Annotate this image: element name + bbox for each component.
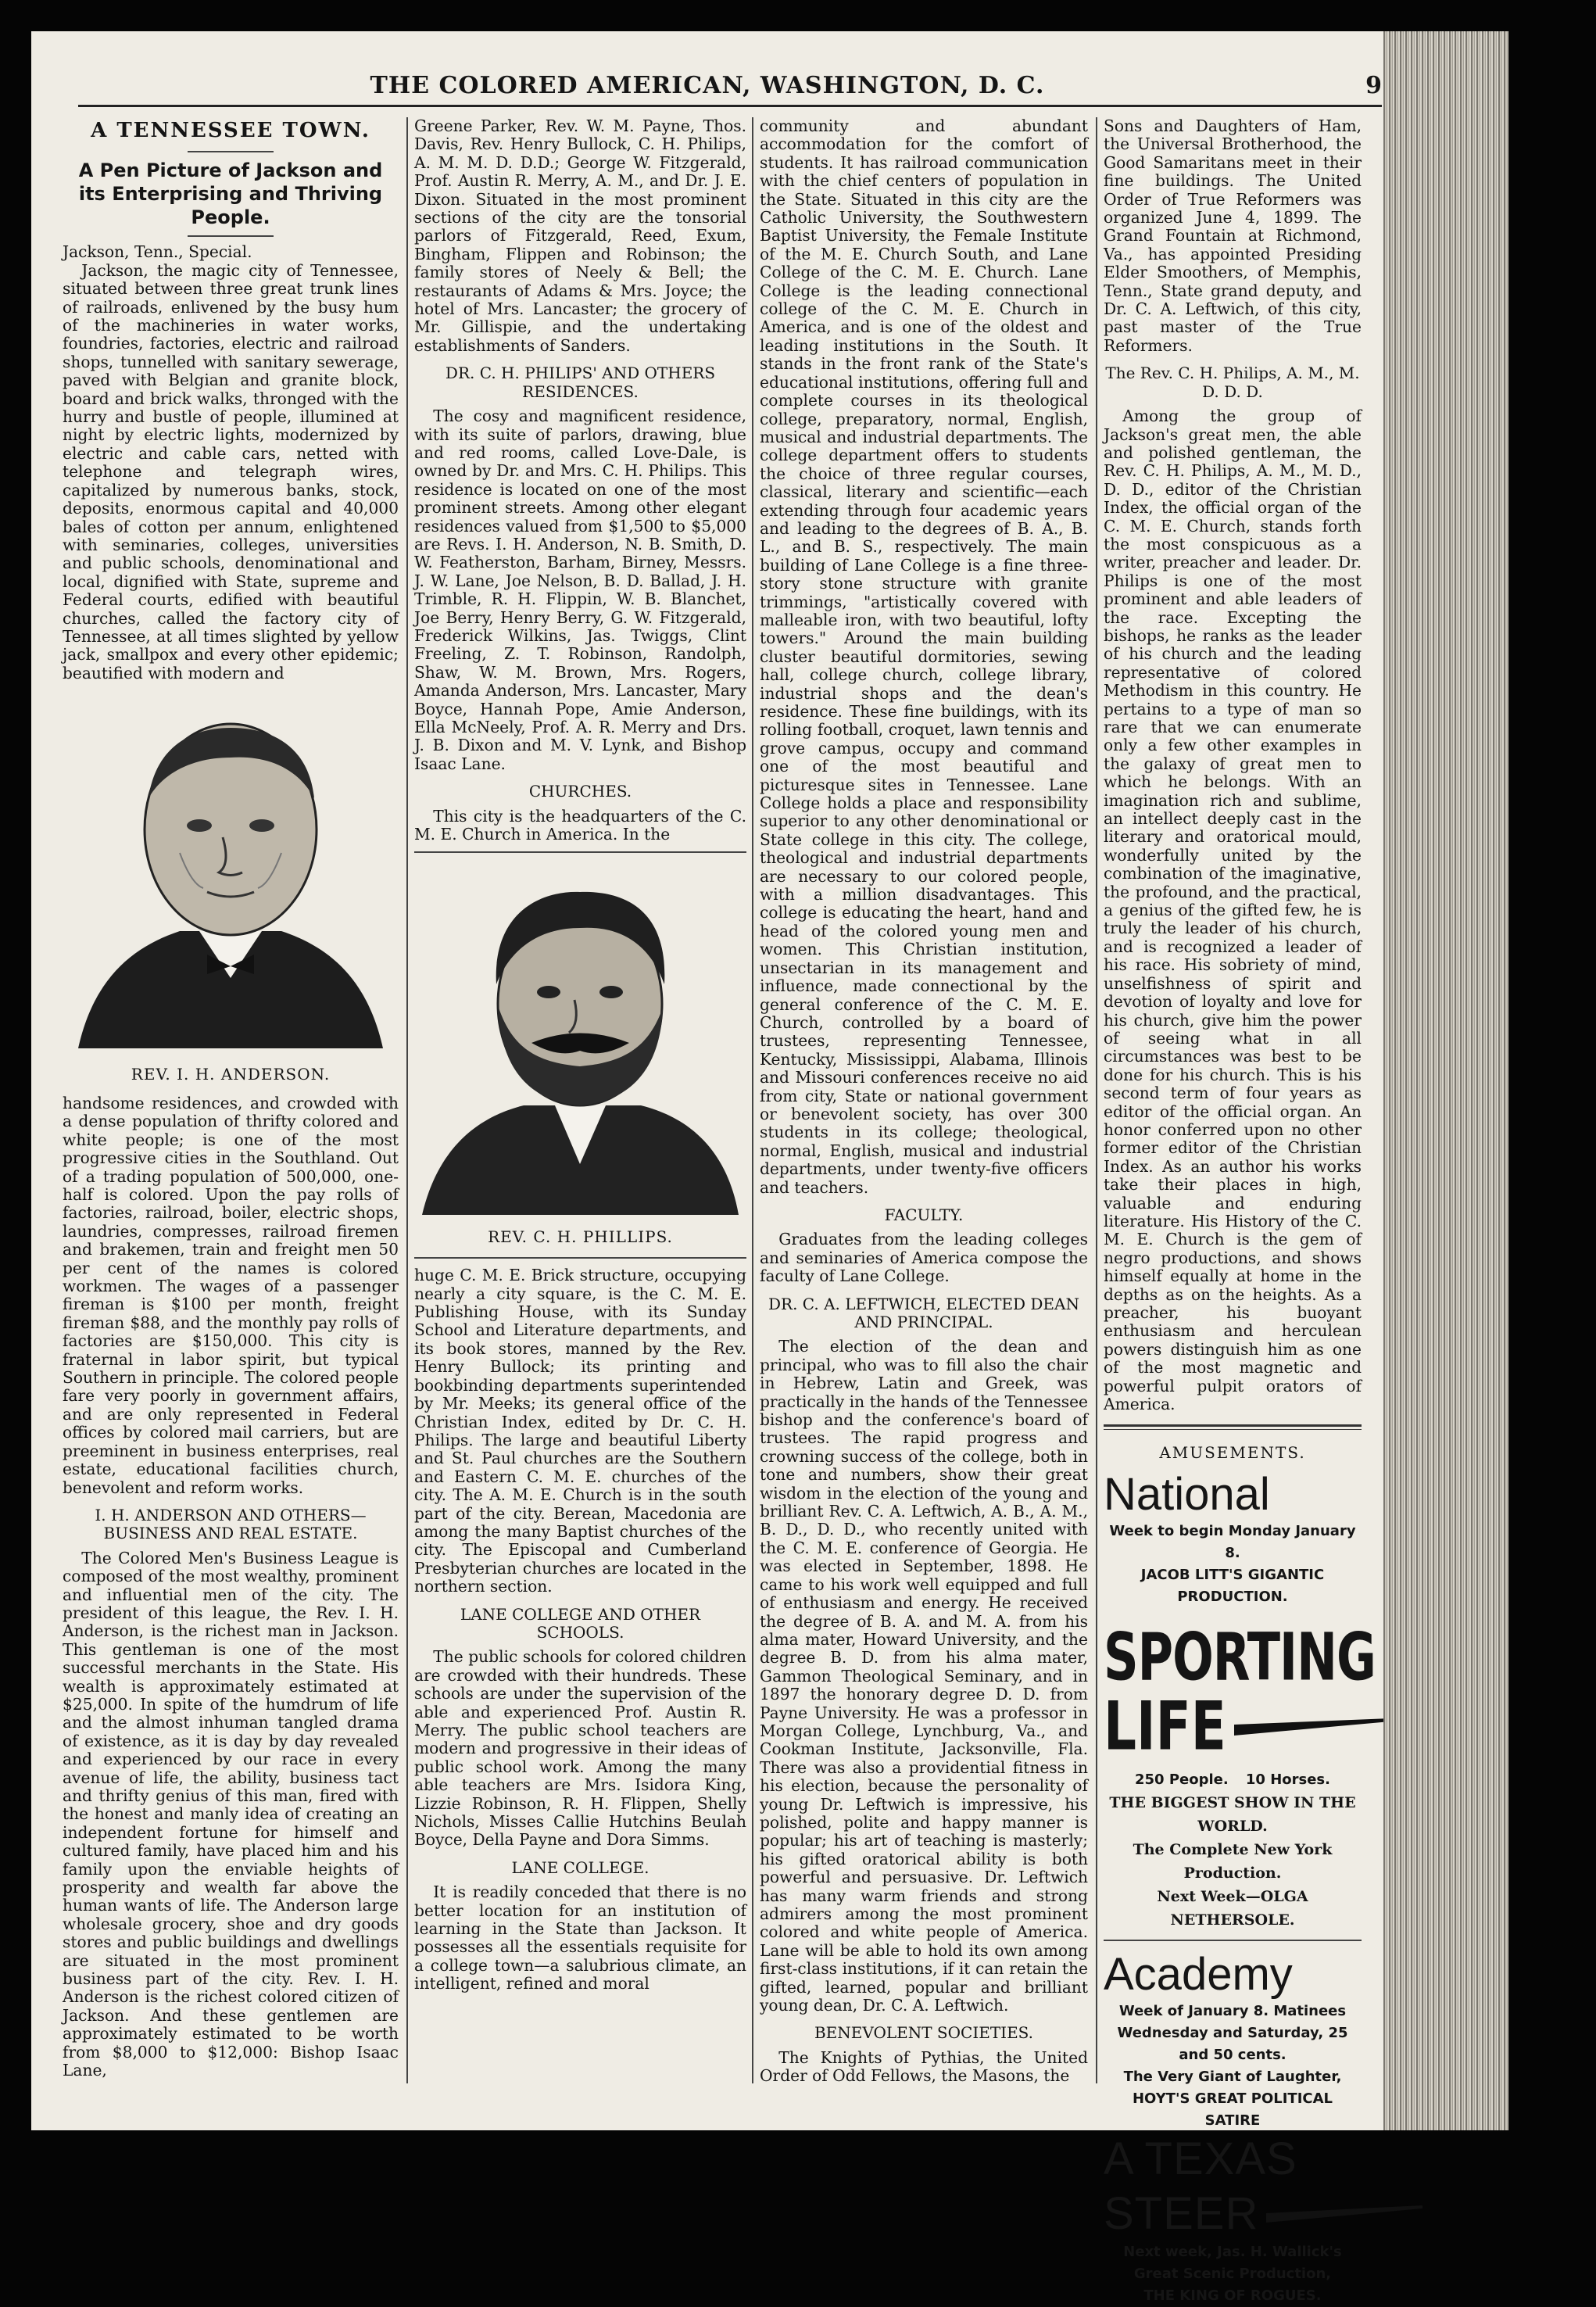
section-heading: CHURCHES. xyxy=(528,782,632,801)
pointer-icon xyxy=(1266,2205,1422,2223)
academy-theatre-name: Academy xyxy=(1104,1948,1293,2000)
divider xyxy=(414,1257,746,1259)
life-title: LIFE xyxy=(1104,1687,1226,1766)
king-of-rogues: THE KING OF ROGUES. xyxy=(1143,2287,1322,2304)
column-1 xyxy=(63,117,399,2099)
next-week-national: Next Week—OLGA NETHERSOLE. xyxy=(1157,1887,1308,1929)
section-heading: BENEVOLENT SOCIETIES. xyxy=(814,2023,1034,2043)
dateline: Jackson, Tenn., Special. xyxy=(63,242,252,262)
section-heading: LANE COLLEGE. xyxy=(511,1857,649,1877)
column-4 xyxy=(1104,116,1376,2304)
academy-tagline: The Very Giant of Laughter, xyxy=(1123,2068,1342,2085)
page-edge xyxy=(1383,31,1508,2130)
texas-title: A TEXAS xyxy=(1104,2133,1297,2184)
paragraph: Among the group of Jackson's great men, the able and polished gentleman, the Rev. C. H. Philips, A. M., M. D., D. D., editor of the Christian Index, the official organ of the C. M. E. Church, stands forth the most conspicuous as a writer, preacher and leader. Dr. Philips is one of the most prominent and able leaders of the race. Excepting the bishops, he ranks as the leader of his church and the leading representative of colored Methodism in this country. He pertains to a type of man so rare that we can enumerate only a few other examples in the galaxy of great men to which he belongs. With an imagination rich and sublime, an intellect deeply cast in the literary and oratorical mould, wonderfully united by the combination of the imaginative, the profound, and the practical, a genius of the gifted few, he is truly the leader of his church, and is recognized a leader of his race. His sobriety of mind, unselfishness of spirit and devotion of loyalty and love for his church, give him the power of seeing what in all circumstances was best to be done for his church. This is his second term of four years as editor of the official organ. An honor conferred upon no other former editor of the Christian Index. As an author his works take their places in high, valuable and enduring literature. His History of the C. M. E. Church is the gem of negro productions, and shows himself equally at home in the depths as on the heights. As a preacher, his buoyant enthusiasm and herculean powers distinguish him as one of the most magnetic and powerful pulpit orators of America. xyxy=(1104,407,1362,1414)
divider xyxy=(1104,1940,1362,1941)
portrait-caption: REV. I. H. ANDERSON. xyxy=(131,1064,331,1084)
amusements-heading: AMUSEMENTS. xyxy=(1159,1443,1306,1463)
sporting-title: SPORTING xyxy=(1104,1618,1376,1696)
national-production: JACOB LITT'S GIGANTIC PRODUCTION. xyxy=(1140,1566,1325,1605)
complete-production: The Complete New York Production. xyxy=(1133,1840,1333,1882)
amusements-section xyxy=(1104,1443,1376,2306)
double-rule xyxy=(1104,1424,1362,1430)
newspaper-page xyxy=(31,31,1383,2304)
paragraph: handsome residences, and crowded with a dense population of thrifty colored and white people; is one of the most progressive cities in the Southland. Out of a trading population of 500,000, one-half is colored. Upon the pay rolls of factories, railroad, boiler, electric shops, laundries, compresses, railroad firemen and brakemen, train and freight men 50 per cent of the names is colored workmen. The wages of a passenger fireman is $100 per month, freight fireman $88, and the monthly pay rolls of factories are $150,000. This city is fraternal in labor spirit, but typical Southern in principle. The colored people fare very poorly in government affairs, and are only represented in Federal offices by colored mail carriers, but are preeminent in business enterprises, real estate, educational facilities church, benevolent and reform works. xyxy=(63,1093,399,1497)
people-count: 250 People. xyxy=(1135,1771,1229,1788)
divider xyxy=(414,851,746,853)
paragraph: community and abundant accommodation for the comfort of students. It has railroad communication with the chief centers of population in the State. Situated in this city are the Catholic University, the Southwestern Baptist University, the Female Institute of the M. E. Church South, and Lane College of the C. M. E. Church. Lane College is the leading connectional college of the C. M. E. Church in America, and is one of the oldest and leading institutions in the South. It stands in the front rank of the State's educational institutions, offering full and complete courses in its theological college, preparatory, normal, English, musical and industrial departments. The college department offers to students the choice of three regular courses, classical, literary and scientific—each extending through four academic years and leading to the degrees of B. A., B. L., and B. S., respectively. The main building of Lane College is a fine three-story stone structure with granite trimmings, "artistically covered with malleable iron, with two beautiful, lofty towers." Around the main building cluster beautiful dormitories, sewing hall, college church, college library, industrial shops and the dean's residence. These fine buildings, with its rolling football, croquet, lawn tennis and grove campus, occupy and command one of the most beautiful and picturesque sites in Tennessee. Lane College holds a place and responsibility superior to any other denominational or State college in this city. The college, theological and industrial departments are necessary to our colored people, with a million disadvantages. This college is educating the heart, hand and head of the colored young men and women. This Christian institution, unsectarian in its management and influence, made connectional by the general conference of the C. M. E. Church, controlled by a board of trustees, representing Tennessee, Kentucky, Mississippi, Alabama, Illinois and Missouri conferences receive no aid from city, State or national government or benevolent society, has over 300 students in its college; theological, normal, English, musical and industrial departments, under twenty-five officers and teachers. xyxy=(760,116,1088,1197)
cast-row xyxy=(1104,1769,1362,1791)
national-theatre-name: National xyxy=(1104,1468,1270,1520)
column-divider xyxy=(752,117,753,2083)
philips-portrait xyxy=(414,867,746,1223)
article-title: A TENNESSEE TOWN. xyxy=(91,119,370,142)
section-heading: LANE COLLEGE AND OTHER SCHOOLS. xyxy=(460,1604,701,1642)
next-week-academy: Next week, Jas. H. Wallick's Great Scenic Production, xyxy=(1123,2243,1342,2282)
paragraph: The cosy and magnificent residence, with its suite of parlors, drawing, blue and red rooms, called Love-Dale, is owned by Dr. and Mrs. C. H. Philips. This residence is located on one of the most prominent streets. Among other elegant residences valued from $1,500 to $5,000 are Revs. I. H. Anderson, N. B. Smith, D. W. Featherston, Barham, Birney, Messrs. J. W. Lane, Joe Nelson, B. D. Ballad, J. H. Trimble, R. H. Flippin, W. B. Blanchet, Joe Berry, Henry Berry, G. W. Fitzgerald, Frederick Wilkins, Jas. Twiggs, Clint Freeling, Z. T. Robinson, Randolph, Shaw, W. M. Brown, Mrs. Rogers, Amanda Anderson, Mrs. Lancaster, Mary Boyce, Hannah Pope, Amie Anderson, Ella McNeely, Prof. A. R. Merry and Drs. J. B. Dixon and M. V. Lynk, and Bishop Isaac Lane. xyxy=(414,407,746,773)
paragraph: It is readily conceded that there is no better location for an institution of learning in the State than Jackson. It possesses all the essentials requisite for a college town—a salubrious climate, an intelligent, refined and moral xyxy=(414,1882,746,1994)
column-2 xyxy=(414,117,746,2099)
anderson-portrait xyxy=(63,697,399,1060)
subtitle-rule xyxy=(188,235,274,237)
masthead-rule xyxy=(78,105,1382,107)
paragraph: Sons and Daughters of Ham, the Universal Brotherhood, the Good Samaritans meet in their fine buildings. The United Order of True Reformers was organized June 4, 1899. The Grand Fountain at Richmond, Va., has appointed Presiding Elder Smoothers, of Memphis, Tenn., State grand deputy, and Dr. C. A. Leftwich, of this city, past master of the True Reformers. xyxy=(1104,116,1362,355)
academy-dates: Week of January 8. Matinees Wednesday and Saturday, 25 and 50 cents. xyxy=(1117,2002,1348,2063)
section-heading: FACULTY. xyxy=(884,1205,964,1224)
biggest-show: THE BIGGEST SHOW IN THE WORLD. xyxy=(1109,1793,1356,1835)
section-heading: DR. C. H. PHILIPS' AND OTHERS RESIDENCES. xyxy=(445,364,716,401)
column-divider xyxy=(1096,117,1097,2083)
horses-count: 10 Horses. xyxy=(1245,1771,1330,1788)
paragraph: The Knights of Pythias, the United Order of Odd Fellows, the Masons, the xyxy=(760,2047,1088,2086)
section-heading: I. H. ANDERSON AND OTHERS—BUSINESS AND REAL ESTATE. xyxy=(95,1505,367,1543)
paragraph: Greene Parker, Rev. W. M. Payne, Thos. Davis, Rev. Henry Bullock, C. H. Philips, A. M. M. D. D.D.; George W. Fitzgerald, Prof. Austin R. Merry, A. M., and Dr. J. E. Dixon. Situated in the most prominent sections of the city are the tonsorial parlors of Fitzgerald, Reed, Exum, Bingham, Flippen and Robinson; the family stores of Neely & Bell; the restaurants of Adams & Mrs. Joyce; the hotel of Mrs. Lancaster; the grocery of Mr. Gillispie, and the undertaking establishments of Sanders. xyxy=(414,116,746,355)
paragraph: Jackson, the magic city of Tennessee, situated between three great trunk lines of railroads, enlivened by the busy hum of the machineries in water works, foundries, factories, electric and railroad shops, tunnelled with sanitary sewerage, paved with Belgian and granite block, board and brick walks, thronged with the hurry and bustle of people, illumined at night by electric lights, modernized by electric and cable cars, netted with telephone and telegraph wires, capitalized by numerous banks, stock, deposits, enormous capital and 40,000 bales of cotton per annum, enlightened with seminaries, colleges, universities and public schools, denominational and local, dignified with State, supreme and Federal courts, edified with beautiful churches, called the factory city of Tennessee, at all times slighted by yellow jack, smallpox and every other epidemic; beautified with modern and xyxy=(63,260,399,682)
paragraph: The public schools for colored children are crowded with their hundreds. These schools are under the supervision of the able and experienced Prof. Austin R. Merry. The public school teachers are modern and progressive in their ideas of public school work. Among the many able teachers are Mrs. Isidora King, Lizzie Robinson, R. H. Flippen, Shelly Nichols, Misses Callie Hutchins Beulah Boyce, Della Payne and Dora Simms. xyxy=(414,1647,746,1850)
section-heading: DR. C. A. LEFTWICH, ELECTED DEAN AND PRINCIPAL. xyxy=(768,1294,1079,1331)
section-heading: The Rev. C. H. Philips, A. M., M. D. D. D. xyxy=(1105,364,1360,401)
column-divider xyxy=(406,117,408,2083)
portrait-caption: REV. C. H. PHILLIPS. xyxy=(488,1227,673,1246)
paragraph: huge C. M. E. Brick structure, occupying nearly a city square, is the C. M. E. Publishing House, with its Sunday School and Literature departments, and its book stores, manned by the Rev. Henry Bullock; its printing and bookbinding departments superintended by Mr. Meeks; its general office of the Christian Index, edited by Dr. C. H. Philips. The large and beautiful Liberty and St. Paul churches are the Southern and Eastern C. M. E. churches of the city. The A. M. E. Church is in the south part of the city. Berean, Macedonia are among the many Baptist churches of the city. The Episcopal and Cumberland Presbyterian churches are located in the northern section. xyxy=(414,1266,746,1596)
steer-title: STEER xyxy=(1104,2187,1259,2239)
masthead: THE COLORED AMERICAN, WASHINGTON, D. C. xyxy=(370,72,1045,99)
paragraph: The election of the dean and principal, who was to fill also the chair in Hebrew, Latin and Greek, was practically in the hands of the Tennessee bishop and the conference's board of trustees. The rapid progress and crowning success of the college, both in tone and numbers, show their great wisdom in the election of the young and brilliant Rev. C. A. Leftwich, A. B., A. M., B. D., D. D., who recently united with the C. M. E. conference of Georgia. He was elected in September, 1898. He came to his work well equipped and full of enthusiasm and energy. He received the degree of B. A. and M. A. from his alma mater, Howard University, and the degree B. D. from his alma mater, Gammon Theological Seminary, and in 1897 the honorary degree D. D. from Payne University. He was a professor in Morgan College, Lynchburg, Va., and Cookman Institute, Jacksonville, Fla. There was also a providential fitness in his election, because the personality of young Dr. Leftwich is impressive, his polished, polite and happy manner is popular; his art of teaching is masterly; his gifted oratorical ability is both powerful and persuasive. Dr. Leftwich has many warm friends and strong admirers among the most prominent colored and white people of America. Lane will be able to hold its own among first-class institutions, if it can retain the gifted, learned, popular and brilliant young dean, Dr. C. A. Leftwich. xyxy=(760,1337,1088,2015)
paragraph: Graduates from the leading colleges and seminaries of America compose the faculty of Lane College. xyxy=(760,1230,1088,1286)
paragraph: The Colored Men's Business League is composed of the most wealthy, prominent and influential men of the city. The president of this league, the Rev. I. H. Anderson, is the richest man in Jackson. This gentleman is one of the most successful merchants in the State. His wealth is approximately estimated at $25,000. In spite of the humdrum of life and the almost inhuman tangled drama of existence, as it is day by day revealed and experienced by our race in every avenue of life, the ability, business tact and thrifty genius of this man, fired with the honest and manly idea of creating an independent fortune for himself and cultured family, have placed him and his family upon the enviable heights of prosperity and wealth far above the human wants of life. The Anderson large wholesale grocery, shoe and dry goods stores and public buildings and dwellings are situated in the most prominent business part of the city. Rev. I. H. Anderson is the richest colored citizen of Jackson. And these gentlemen are approximately estimated to be worth from $8,000 to $12,000: Bishop Isaac Lane, xyxy=(63,1548,399,2080)
column-3 xyxy=(760,117,1088,2099)
paragraph: This city is the headquarters of the C. M. E. Church in America. In the xyxy=(414,806,746,844)
life-row xyxy=(1104,1687,1362,1766)
pointer-icon xyxy=(1234,1718,1390,1736)
title-rule xyxy=(188,151,274,152)
article-subtitle: A Pen Picture of Jackson and its Enterprising and Thriving People. xyxy=(78,159,383,229)
national-dates: Week to begin Monday January 8. xyxy=(1109,1522,1356,1561)
steer-row xyxy=(1104,2187,1362,2241)
academy-production: HOYT'S GREAT POLITICAL SATIRE xyxy=(1132,2090,1333,2129)
page-number: 9 xyxy=(1365,72,1382,99)
